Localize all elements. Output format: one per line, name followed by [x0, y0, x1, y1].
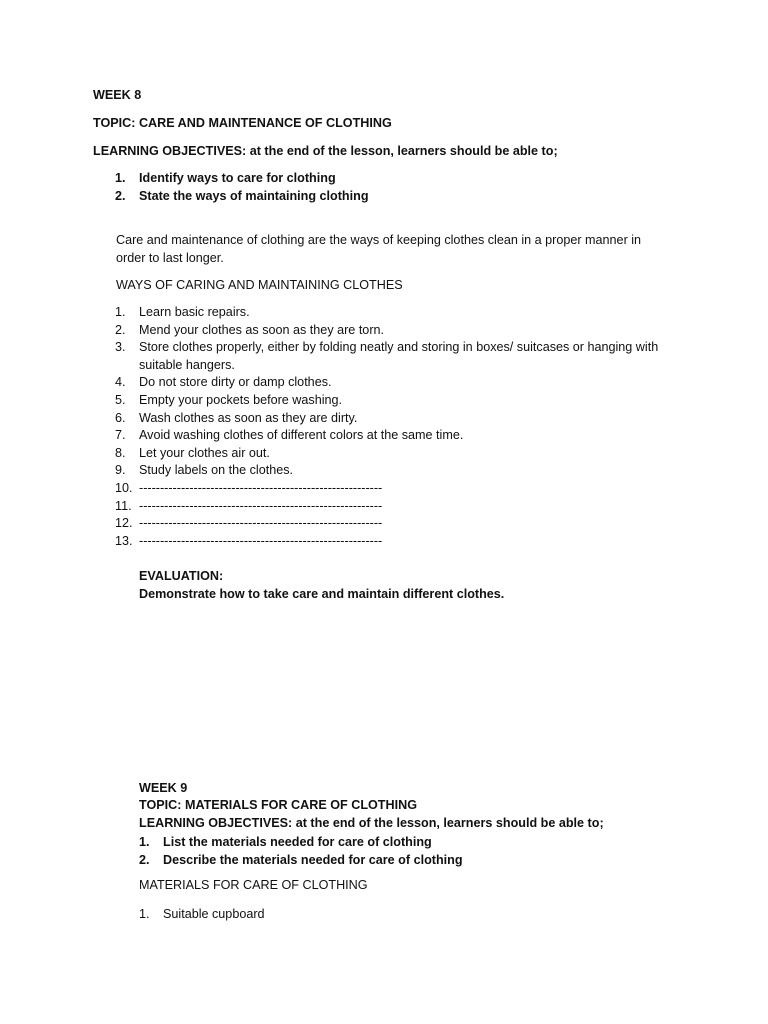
- week8-objectives-list: [115, 169, 369, 205]
- list-number: 4.: [115, 375, 126, 390]
- objective-number: 1.: [139, 835, 150, 849]
- list-text: Avoid washing clothes of different colors at the same time.: [139, 428, 464, 443]
- list-text: Mend your clothes as soon as they are torn.: [139, 322, 385, 337]
- list-text: Study labels on the clothes.: [139, 463, 294, 478]
- list-text: ----------------------------------------------------------: [139, 516, 383, 531]
- list-number: 5.: [115, 392, 126, 407]
- list-text: Empty your pockets before washing.: [139, 392, 343, 407]
- list-item: [115, 392, 659, 410]
- objective-number: 2.: [139, 853, 150, 867]
- list-text: Do not store dirty or damp clothes.: [139, 375, 332, 390]
- list-item: [115, 445, 659, 463]
- objective-item: [115, 187, 369, 205]
- week8-title: WEEK 8: [93, 88, 142, 102]
- ways-list: [115, 304, 659, 550]
- list-number: 9.: [115, 463, 126, 478]
- materials-heading: MATERIALS FOR CARE OF CLOTHING: [139, 878, 368, 892]
- list-text: Let your clothes air out.: [139, 445, 270, 460]
- objective-item: [139, 833, 463, 851]
- list-number: 1.: [115, 305, 126, 319]
- list-number: 10.: [115, 480, 133, 495]
- list-number: 13.: [115, 533, 133, 548]
- list-number: 3.: [115, 340, 126, 355]
- list-item: [115, 339, 659, 374]
- objective-number: 1.: [115, 171, 126, 185]
- list-text: ----------------------------------------------------------: [139, 498, 383, 513]
- list-number: 7.: [115, 428, 126, 443]
- list-item: [115, 462, 659, 480]
- list-item: [115, 515, 659, 533]
- ways-heading: WAYS OF CARING AND MAINTAINING CLOTHES: [116, 278, 403, 292]
- objective-item: [139, 851, 463, 869]
- week9-title: WEEK 9: [139, 781, 188, 795]
- list-text: ----------------------------------------------------------: [139, 533, 383, 548]
- week9-objectives-list: [139, 833, 463, 869]
- definition-paragraph: Care and maintenance of clothing are the ways of keeping clothes clean in a proper manner in order to last longer.: [116, 233, 642, 265]
- list-item: [115, 374, 659, 392]
- objective-text: List the materials needed for care of clothing: [163, 835, 432, 849]
- list-item: [115, 322, 659, 340]
- objective-text: State the ways of maintaining clothing: [139, 189, 369, 203]
- list-item: [139, 905, 265, 923]
- list-text: Store clothes properly, either by folding neatly and storing in boxes/ suitcases or hanging with suitable hangers.: [139, 340, 659, 372]
- list-item: [115, 498, 659, 516]
- list-number: 1.: [139, 907, 150, 921]
- objective-number: 2.: [115, 189, 126, 203]
- list-number: 11.: [115, 498, 132, 513]
- week8-topic: TOPIC: CARE AND MAINTENANCE OF CLOTHING: [93, 116, 392, 130]
- list-item: [115, 427, 659, 445]
- list-item: [115, 304, 659, 322]
- evaluation-text: Demonstrate how to take care and maintain different clothes.: [139, 587, 505, 601]
- materials-list: [139, 905, 265, 923]
- week8-objectives-intro: LEARNING OBJECTIVES: at the end of the lesson, learners should be able to;: [93, 144, 558, 158]
- list-text: Wash clothes as soon as they are dirty.: [139, 410, 358, 425]
- objective-text: Identify ways to care for clothing: [139, 171, 336, 185]
- list-number: 12.: [115, 516, 133, 531]
- list-number: 6.: [115, 410, 126, 425]
- list-item: [115, 480, 659, 498]
- week9-topic: TOPIC: MATERIALS FOR CARE OF CLOTHING: [139, 798, 417, 812]
- list-number: 2.: [115, 322, 126, 337]
- list-number: 8.: [115, 445, 126, 460]
- week9-objectives-intro: LEARNING OBJECTIVES: at the end of the lesson, learners should be able to;: [139, 816, 604, 830]
- list-item: [115, 410, 659, 428]
- objective-text: Describe the materials needed for care of clothing: [163, 853, 463, 867]
- evaluation-label: EVALUATION:: [139, 569, 224, 583]
- objective-item: [115, 169, 369, 187]
- list-text: ----------------------------------------------------------: [139, 480, 383, 495]
- list-item: [115, 533, 659, 551]
- list-text: Suitable cupboard: [163, 907, 265, 921]
- list-text: Learn basic repairs.: [139, 305, 250, 319]
